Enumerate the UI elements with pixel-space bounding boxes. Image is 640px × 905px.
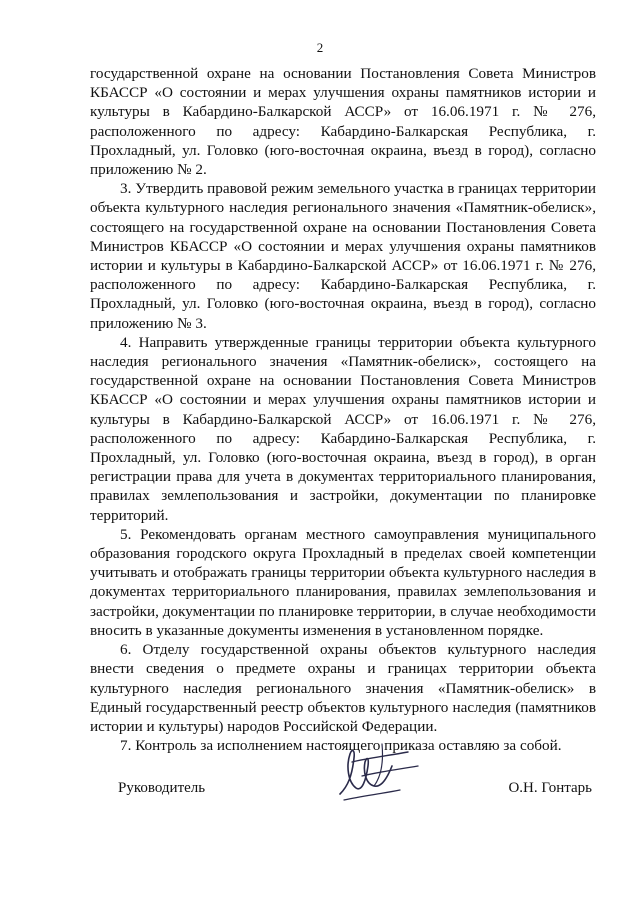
handwritten-signature — [322, 736, 432, 808]
document-body — [90, 64, 596, 755]
paragraph-item-6: 6. Отделу государственной охраны объектов культурного наследия внести сведения о предмете охраны и границах территории объекта культурного наследия регионального значения «Памятник-обелиск» в Единый государственный реестр объектов культурного наследия (памятников истории и культуры) народов Российской Федерации. — [90, 641, 596, 735]
paragraph-item-3: 3. Утвердить правовой режим земельного участка в границах территории объекта культурного наследия регионального значения «Памятник-обелиск», состоящего на государственной охране на основании Постановления Совета Министров КБАССР «О состоянии и мерах улучшения охраны памятников истории и культуры в Кабардино-Балкарской АССР» от 16.06.1971 г. № 276, расположенного по адресу: Кабардино-Балкарская Республика, г. Прохладный, ул. Головко (юго-восточная окраина, въезд в город), согласно приложению № 3. — [90, 180, 596, 332]
signatory-name: О.Н. Гонтарь — [508, 780, 592, 796]
page-number: 2 — [316, 40, 324, 55]
signatory-role: Руководитель — [118, 780, 206, 796]
paragraph-item-5: 5. Рекомендовать органам местного самоуправления муниципального образования городского округа Прохладный в пределах своей компетенции учитывать и отображать границы территории объекта культурного наследия в документах территориального планирования, правилах землепользования и застройки, документации по планировке территории, в случае необходимости вносить в указанные документы изменения в установленном порядке. — [90, 525, 596, 639]
paragraph-item-7: 7. Контроль за исполнением настоящего приказа оставляю за собой. — [120, 737, 562, 755]
paragraph-continuation: государственной охране на основании Постановления Совета Министров КБАССР «О состоянии и мерах улучшения охраны памятников истории и культуры в Кабардино-Балкарской АССР» от 16.06.1971 г. № 276, расположенного по адресу: Кабардино-Балкарская Республика, г. Прохладный, ул. Головко (юго-восточная окраина, въезд в город), согласно приложению № 2. — [90, 65, 596, 179]
signature-block — [90, 770, 596, 810]
paragraph-item-4: 4. Направить утвержденные границы территории объекта культурного наследия регионального значения «Памятник-обелиск», состоящего на государственной охране на основании Постановления Совета Министров КБАССР «О состоянии и мерах улучшения охраны памятников истории и культуры в Кабардино-Балкарской АССР» от 16.06.1971 г. № 276, расположенного по адресу: Кабардино-Балкарская Республика, г. Прохладный, ул. Головко (юго-восточная окраина, въезд в город), в орган регистрации права для учета в документах территориального планирования, правилах землепользования и застройки, документации по планировке территорий. — [90, 333, 596, 524]
